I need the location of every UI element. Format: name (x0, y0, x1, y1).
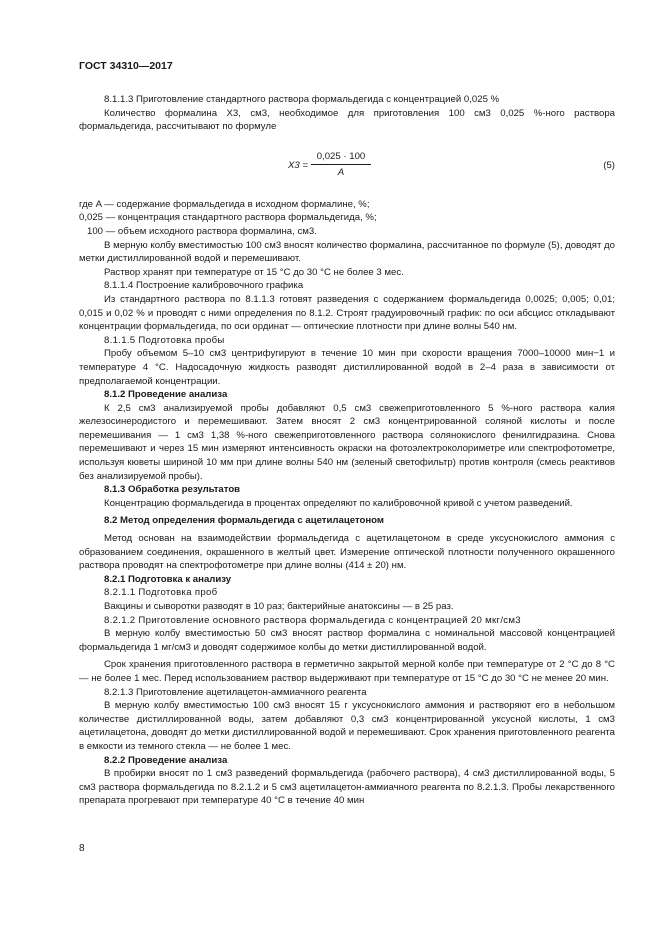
section-8-1-2-title: 8.1.2 Проведение анализа (104, 389, 228, 401)
formula-fraction (311, 150, 371, 180)
formula-5 (79, 146, 615, 190)
section-8-2-2-para1: В пробирки вносят по 1 см3 разведений формальдегида (рабочего раствора), 4 см3 дистиллированной воды, 5 см3 раствора формальдегида по 8.2.1.2 и 5 см3 ацетилацетон-аммиачного реагента по 8.2.1.3. Пробы лекарственного препарата прогревают при температуре 40 °С в течение 40 мин (79, 768, 615, 807)
section-8-1-1-4-para1: Из стандартного раствора по 8.1.1.3 готовят разведения с содержанием формальдегида 0,0025; 0,005; 0,01; 0,015 и 0,02 % и проводят с ними определения по 8.1.2. Строят градуировочный график: по оси абсцисс откладывают концентрации формальдегида, по оси ординат — оптические плотности при длине волны 540 нм. (79, 293, 615, 333)
section-8-1-3-title: 8.1.3 Обработка результатов (104, 484, 241, 496)
formula-denominator: A (337, 167, 345, 179)
section-8-1-2-para1: К 2,5 см3 анализируемой пробы добавляют 0,5 см3 свежеприготовленного 5 %-ного раствора калия железосинеродистого и перемешивают. Затем вносят 2 см3 концентрированной соляной кислоты и после перемешивания — 1 см3 1,38 %-ного свежеприготовленного раствора солянокислого фенилгидразина. Снова перемешивают и через 15 мин измеряют интенсивность окраски на фотоэлектроколориметре или спектрофотометре, используя кюветы шириной 10 мм при длине волны 540 нм (зеленый светофильтр) против контроля (смесь реактивов без анализируемой пробы). (79, 402, 615, 482)
where-item-0025: 0,025 — концентрация стандартного раствора формальдегида, %; (79, 212, 377, 224)
page-number: 8 (79, 843, 85, 854)
section-8-1-1-5-para1: Пробу объемом 5–10 см3 центрифугируют в течение 10 мин при скорости вращения 7000–10000 мин−1 и температуре 4 °С. Надосадочную жидкость разводят дистиллированной водой в 2–4 раза в зависимости от предполагаемой концентрации. (79, 348, 615, 387)
section-8-1-1-3-para3: Раствор хранят при температуре от 15 °С до 30 °С не более 3 мес. (104, 266, 404, 278)
where-item-a: где A — содержание формальдегида в исходном формалине, %; (79, 198, 370, 210)
section-8-1-1-4-title: 8.1.1.4 Построение калибровочного графика (104, 280, 304, 292)
where-item-100: 100 — объем исходного раствора формалина, см3. (87, 225, 317, 237)
section-8-2-1-2-para1: В мерную колбу вместимостью 50 см3 вносят раствор формалина с номинальной массовой концентрацией формальдегида 1 мг/см3 и доводят содержимое колбы до метки дистиллированной водой. (79, 628, 615, 653)
section-8-2-1-2-para2: Срок хранения приготовленного раствора в герметично закрытой мерной колбе при температуре от 2 °С до 8 °С — не более 1 мес. Перед использованием раствор выдерживают при температуре от 15 °С до 30 °С не менее 20 мин. (79, 659, 615, 684)
section-8-2-1-2-title: 8.2.1.2 Приготовление основного раствора формальдегида с концентрацией 20 мкг/см3 (104, 614, 521, 626)
section-8-1-1-5-title: 8.1.1.5 Подготовка пробы (104, 334, 225, 346)
section-8-2-1-3-para1: В мерную колбу вместимостью 100 см3 вносят 15 г уксуснокислого аммония и растворяют его в небольшом количестве дистиллированной воды, затем добавляют 0,3 см3 концентрированной уксусной кислоты, 1 см3 ацетилацетона, доводят до метки дистиллированной водой и перемешивают. Срок хранения приготовленного реагента в емкости из темного стекла — не более 1 мес. (79, 700, 615, 752)
formula-lhs: X3 = (288, 159, 309, 171)
section-8-1-3-para1: Концентрацию формальдегида в процентах определяют по калибровочной кривой с учетом разведений. (104, 497, 573, 509)
section-8-2-title: 8.2 Метод определения формальдегида с ацетилацетоном (104, 515, 385, 527)
section-8-1-1-3-title: 8.1.1.3 Приготовление стандартного раствора формальдегида с концентрацией 0,025 % (104, 94, 500, 105)
section-8-2-1-1-para1: Вакцины и сыворотки разводят в 10 раз; бактерийные анатоксины — в 25 раз. (104, 601, 454, 612)
section-8-2-1-title: 8.2.1 Подготовка к анализу (104, 573, 232, 585)
section-8-2-2-title: 8.2.2 Проведение анализа (104, 754, 228, 766)
formula-number: (5) (603, 159, 615, 171)
document-header: ГОСТ 34310—2017 (79, 60, 173, 72)
section-8-1-1-3-intro: Количество формалина X3, см3, необходимое для приготовления 100 см3 0,025 %-ного раствора формальдегида, рассчитывают по формуле (79, 107, 615, 133)
document-body (79, 93, 615, 808)
section-8-1-1-3-para2: В мерную колбу вместимостью 100 см3 вносят количество формалина, рассчитанное по формуле (5), доводят до метки дистиллированной водой и перемешивают. (79, 239, 615, 265)
section-8-2-para1: Метод основан на взаимодействии формальдегида с ацетилацетоном в среде уксуснокислого аммония с образованием соединения, окрашенного в желтый цвет. Измерение оптической плотности полученного окрашенного раствора проводят на спектрофотометре при длине волны (414 ± 20) нм. (79, 533, 615, 572)
formula-numerator: 0,025 · 100 (311, 150, 371, 166)
section-8-2-1-1-title: 8.2.1.1 Подготовка проб (104, 587, 218, 599)
section-8-2-1-3-title: 8.2.1.3 Приготовление ацетилацетон-аммиачного реагента (104, 686, 367, 698)
